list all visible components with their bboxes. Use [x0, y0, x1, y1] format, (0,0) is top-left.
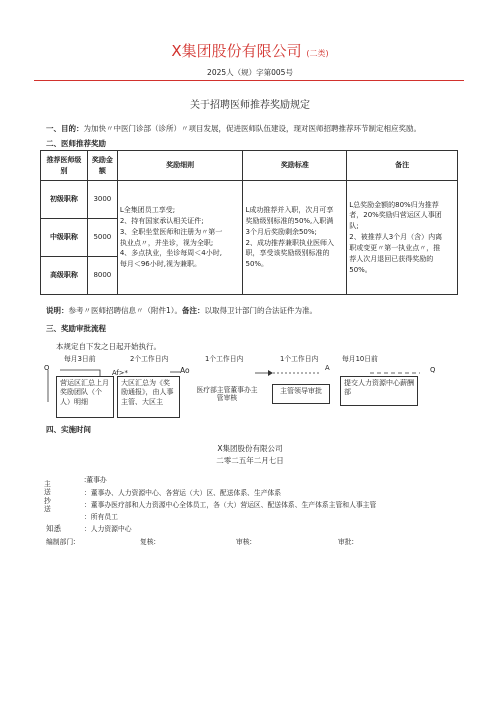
timeline-label: 每月10日前: [342, 355, 378, 363]
remark-line: 荐人次月退回已获得奖励的: [349, 254, 434, 263]
rules-cell: [117, 181, 243, 295]
flow-box-review: 医疗部主管董事办主管审核: [196, 386, 258, 403]
notice-label: 知悉: [46, 524, 61, 533]
document-number: 2025人（规）字第005号: [207, 68, 293, 77]
table-row: [41, 181, 458, 219]
standard-line: 3个月后奖励剩余50%;: [245, 227, 317, 236]
amount-cell: 3000: [87, 181, 117, 219]
signoff-review: 复核:: [140, 538, 156, 546]
table-note: [46, 306, 466, 315]
flow-box-payroll: 提交人力资源中心薪酬部: [340, 376, 418, 406]
document-subtitle: 关于招聘医师推荐奖励规定: [190, 100, 310, 111]
section3-heading: 三、奖励审批流程: [46, 324, 106, 333]
company-title: [0, 40, 500, 61]
remark-line: 队;: [349, 222, 359, 231]
purpose-paragraph: [46, 124, 466, 133]
section2-heading: 二、医师推荐奖励: [46, 139, 106, 148]
remark-line: 者，20%奖励归营运区人事团: [349, 211, 442, 220]
header-remark: 备注: [347, 151, 458, 181]
table-header-row: [41, 151, 458, 181]
timeline-label: 每月3日前: [64, 355, 96, 363]
distribution-line: ：董事办医疗部和人力资源中心全体员工，各（大）营运区、配送体系、生产体系主管和人事主管: [84, 501, 377, 509]
flow-marker: Af>*: [112, 369, 128, 377]
standard-line: 奖励级别标准的50%,入职满: [245, 216, 334, 225]
distribution-side-label: 主送 抄送: [44, 480, 51, 514]
standard-line: 50%。: [245, 260, 269, 269]
flow-marker: Ao: [180, 366, 190, 375]
signoff-audit: 审核:: [236, 538, 252, 546]
amount-cell: 5000: [87, 219, 117, 257]
note-label-2: 备注：: [182, 306, 205, 315]
flow-box-notice: 大区汇总为《奖励通报》，由人事主管、大区主: [117, 376, 180, 418]
header-amount: 奖励金额: [87, 151, 117, 181]
timeline-label: 1个工作日内: [205, 355, 244, 363]
rules-line: L全集团员工享受;: [119, 205, 176, 214]
header-standard: 奖励标准: [243, 151, 347, 181]
section4-heading: 四、实施时间: [46, 425, 91, 434]
level-cell: 高级职称: [41, 257, 88, 295]
level-cell: 初级职称: [41, 181, 88, 219]
flow-marker: A: [325, 364, 330, 372]
header-rules: 奖励细则: [117, 151, 243, 181]
rules-line: 每月＜96小时,视为兼职。: [119, 260, 201, 269]
remark-line: 50%。: [349, 265, 372, 274]
company-name: X集团股份有限公司: [171, 42, 302, 60]
timeline-label: 2个工作日内: [130, 355, 169, 363]
title-suffix: (二类): [306, 49, 329, 58]
rules-line: 2、持有国家承认相关证件;: [119, 216, 204, 225]
effective-statement: 本规定自下发之日起开始执行。: [56, 342, 161, 351]
rules-line: 执业点〃，并坐诊，视为全职;: [119, 238, 214, 247]
remark-cell: [347, 181, 458, 295]
header-level: 推荐医师级别: [41, 151, 88, 181]
amount-cell: 8000: [87, 257, 117, 295]
distribution-line: ：所有员工: [84, 513, 118, 521]
standard-cell: [243, 181, 347, 295]
rules-line: 3、全职坐堂医师和注册为〃第一: [119, 227, 223, 236]
flow-end-marker: Q: [430, 366, 436, 374]
flow-start-marker: O: [44, 364, 50, 372]
level-cell: 中级职称: [41, 219, 88, 257]
remark-line: 2、被推荐人3个月（含）内离: [349, 233, 443, 242]
signoff-approve: 审批:: [338, 538, 354, 546]
rules-line: 4、多点执业，坐诊每周＜4小时,: [119, 249, 222, 258]
purpose-label: 一、目的：: [46, 124, 84, 133]
note-text: 参考〃医师招聘信息〃（附件1）。: [68, 306, 183, 315]
signoff-draft: 编制部门:: [46, 538, 76, 546]
remark-line: L总奖励金额的80%归为推荐: [349, 200, 439, 209]
flow-box-approval: 主管领导审批: [272, 384, 330, 404]
purpose-text: 为加快〃中医门诊部（诊所）〃项目发展，促进医师队伍建设，现对医师招聘推荐环节制定相应奖励。: [83, 124, 421, 133]
standard-line: 2、成功推荐兼职执业医师入: [245, 238, 334, 247]
reward-table: [40, 150, 458, 295]
standard-line: 职，享受该奖励级别标准的: [245, 249, 330, 258]
note-text-2: 以取得卫计部门的合法证件为准。: [204, 306, 318, 315]
notice-line: ：人力资源中心: [84, 525, 132, 533]
distribution-line: :董事办: [84, 476, 107, 484]
issue-date: 二零二五年二月七日: [216, 456, 284, 465]
standard-line: L成功推荐并入职，次月可享: [245, 205, 334, 214]
note-label: 说明：: [46, 306, 69, 315]
header-divider: [34, 80, 464, 81]
remark-line: 职或变更〃第一执业点〃，推: [349, 243, 441, 252]
distribution-line: ：董事办、人力资源中心、各营运（大）区、配送体系、生产体系: [84, 489, 282, 497]
flow-box-summary: 营运区汇总上月奖励团队（个人）明细: [56, 376, 114, 418]
issuer-company: X集团股份有限公司: [217, 444, 283, 453]
timeline-label: 1个工作日内: [280, 355, 319, 363]
